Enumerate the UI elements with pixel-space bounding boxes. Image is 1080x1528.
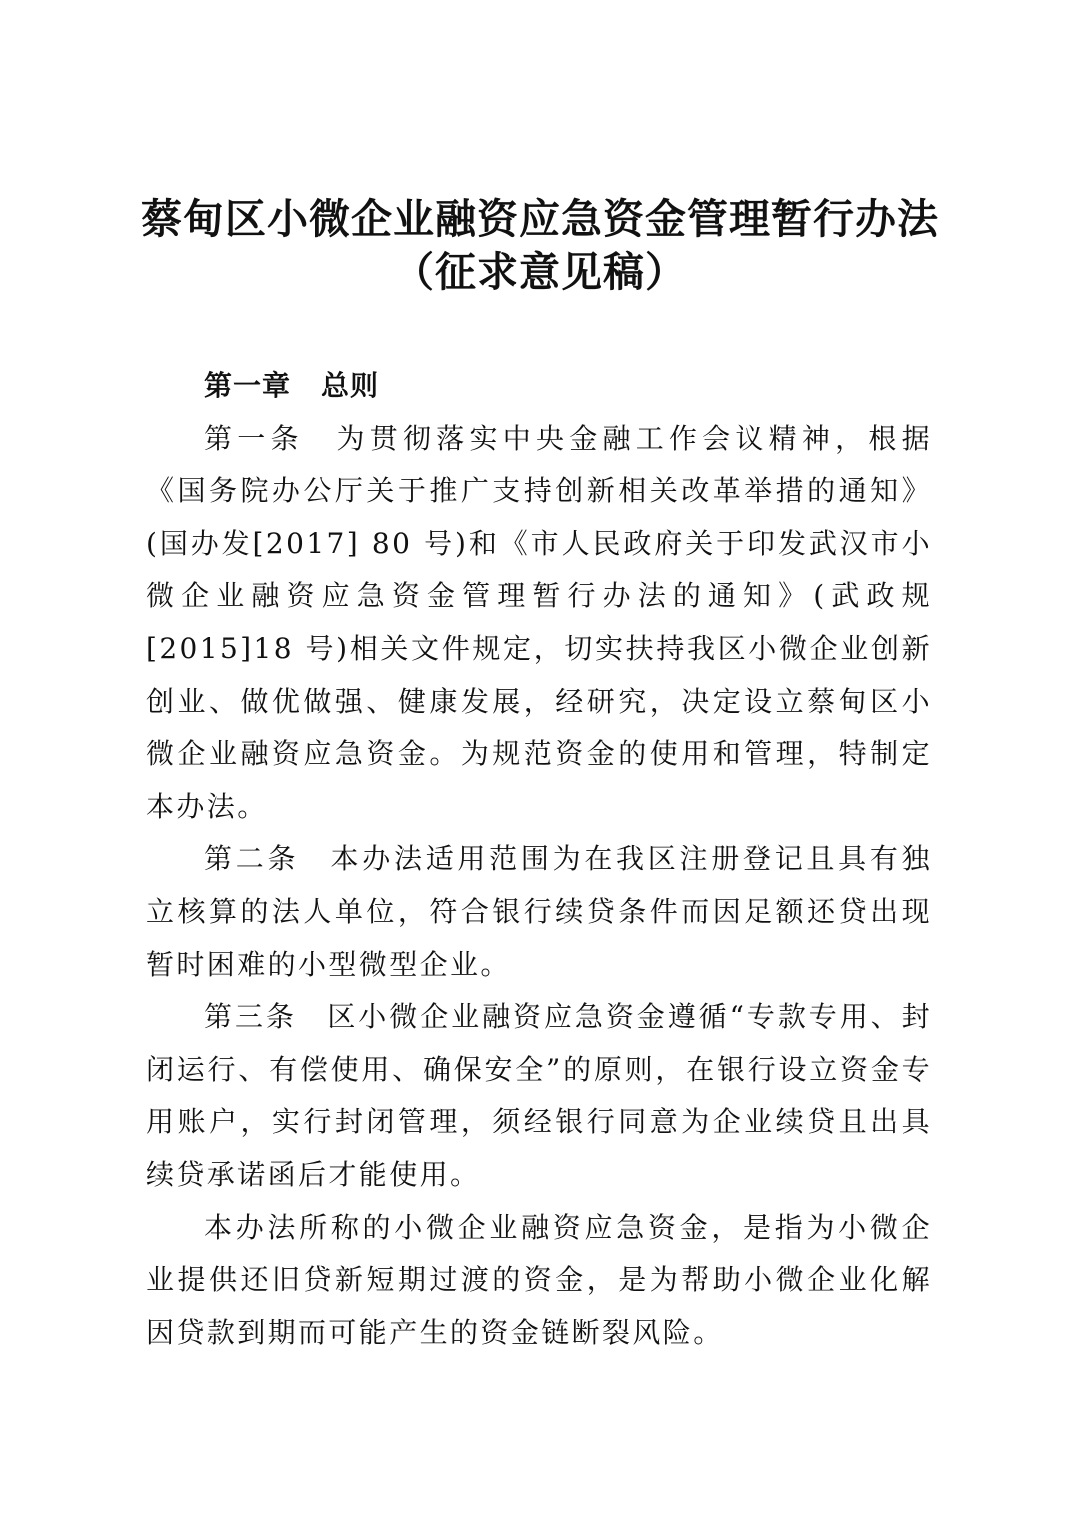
article-label: 第一条 bbox=[204, 421, 304, 455]
chapter-name: 总则 bbox=[321, 369, 380, 402]
article-label: 第三条 bbox=[204, 1000, 297, 1034]
document-body bbox=[146, 360, 932, 1359]
article-2 bbox=[146, 833, 932, 991]
article-text: 本办法适用范围为在我区注册登记且具有独立核算的法人单位，符合银行续贷条件而因足额还贷出现暂时困难的小型微型企业。 bbox=[146, 842, 932, 981]
article-text: 区小微企业融资应急资金遵循“专款专用、封闭运行、有偿使用、确保安全”的原则，在银行设立资金专用账户，实行封闭管理，须经银行同意为企业续贷且出具续贷承诺函后才能使用。 bbox=[146, 1000, 932, 1191]
article-1 bbox=[146, 413, 932, 834]
definition-paragraph: 本办法所称的小微企业融资应急资金，是指为小微企业提供还旧贷新短期过渡的资金，是为帮助小微企业化解因贷款到期而可能产生的资金链断裂风险。 bbox=[146, 1210, 932, 1349]
document-subtitle: （征求意见稿） bbox=[393, 248, 687, 296]
article-label: 第二条 bbox=[204, 842, 300, 876]
article-text: 为贯彻落实中央金融工作会议精神，根据《国务院办公厅关于推广支持创新相关改革举措的通知》(国办发[2017] 80 号)和《市人民政府关于印发武汉市小微企业融资应急资金管理暂行办法的通知》(武政规[2015]18 号)相关文件规定，切实扶持我区小微企业创新创业、做优做强、健康发展，经研究，决定设立蔡甸区小微企业融资应急资金。为规范资金的使用和管理，特制定本办法。 bbox=[146, 421, 933, 823]
document-title: 蔡甸区小微企业融资应急资金管理暂行办法 bbox=[141, 195, 939, 243]
chapter-label: 第一章 bbox=[204, 369, 292, 402]
chapter-heading bbox=[146, 360, 932, 413]
article-3 bbox=[146, 991, 932, 1201]
